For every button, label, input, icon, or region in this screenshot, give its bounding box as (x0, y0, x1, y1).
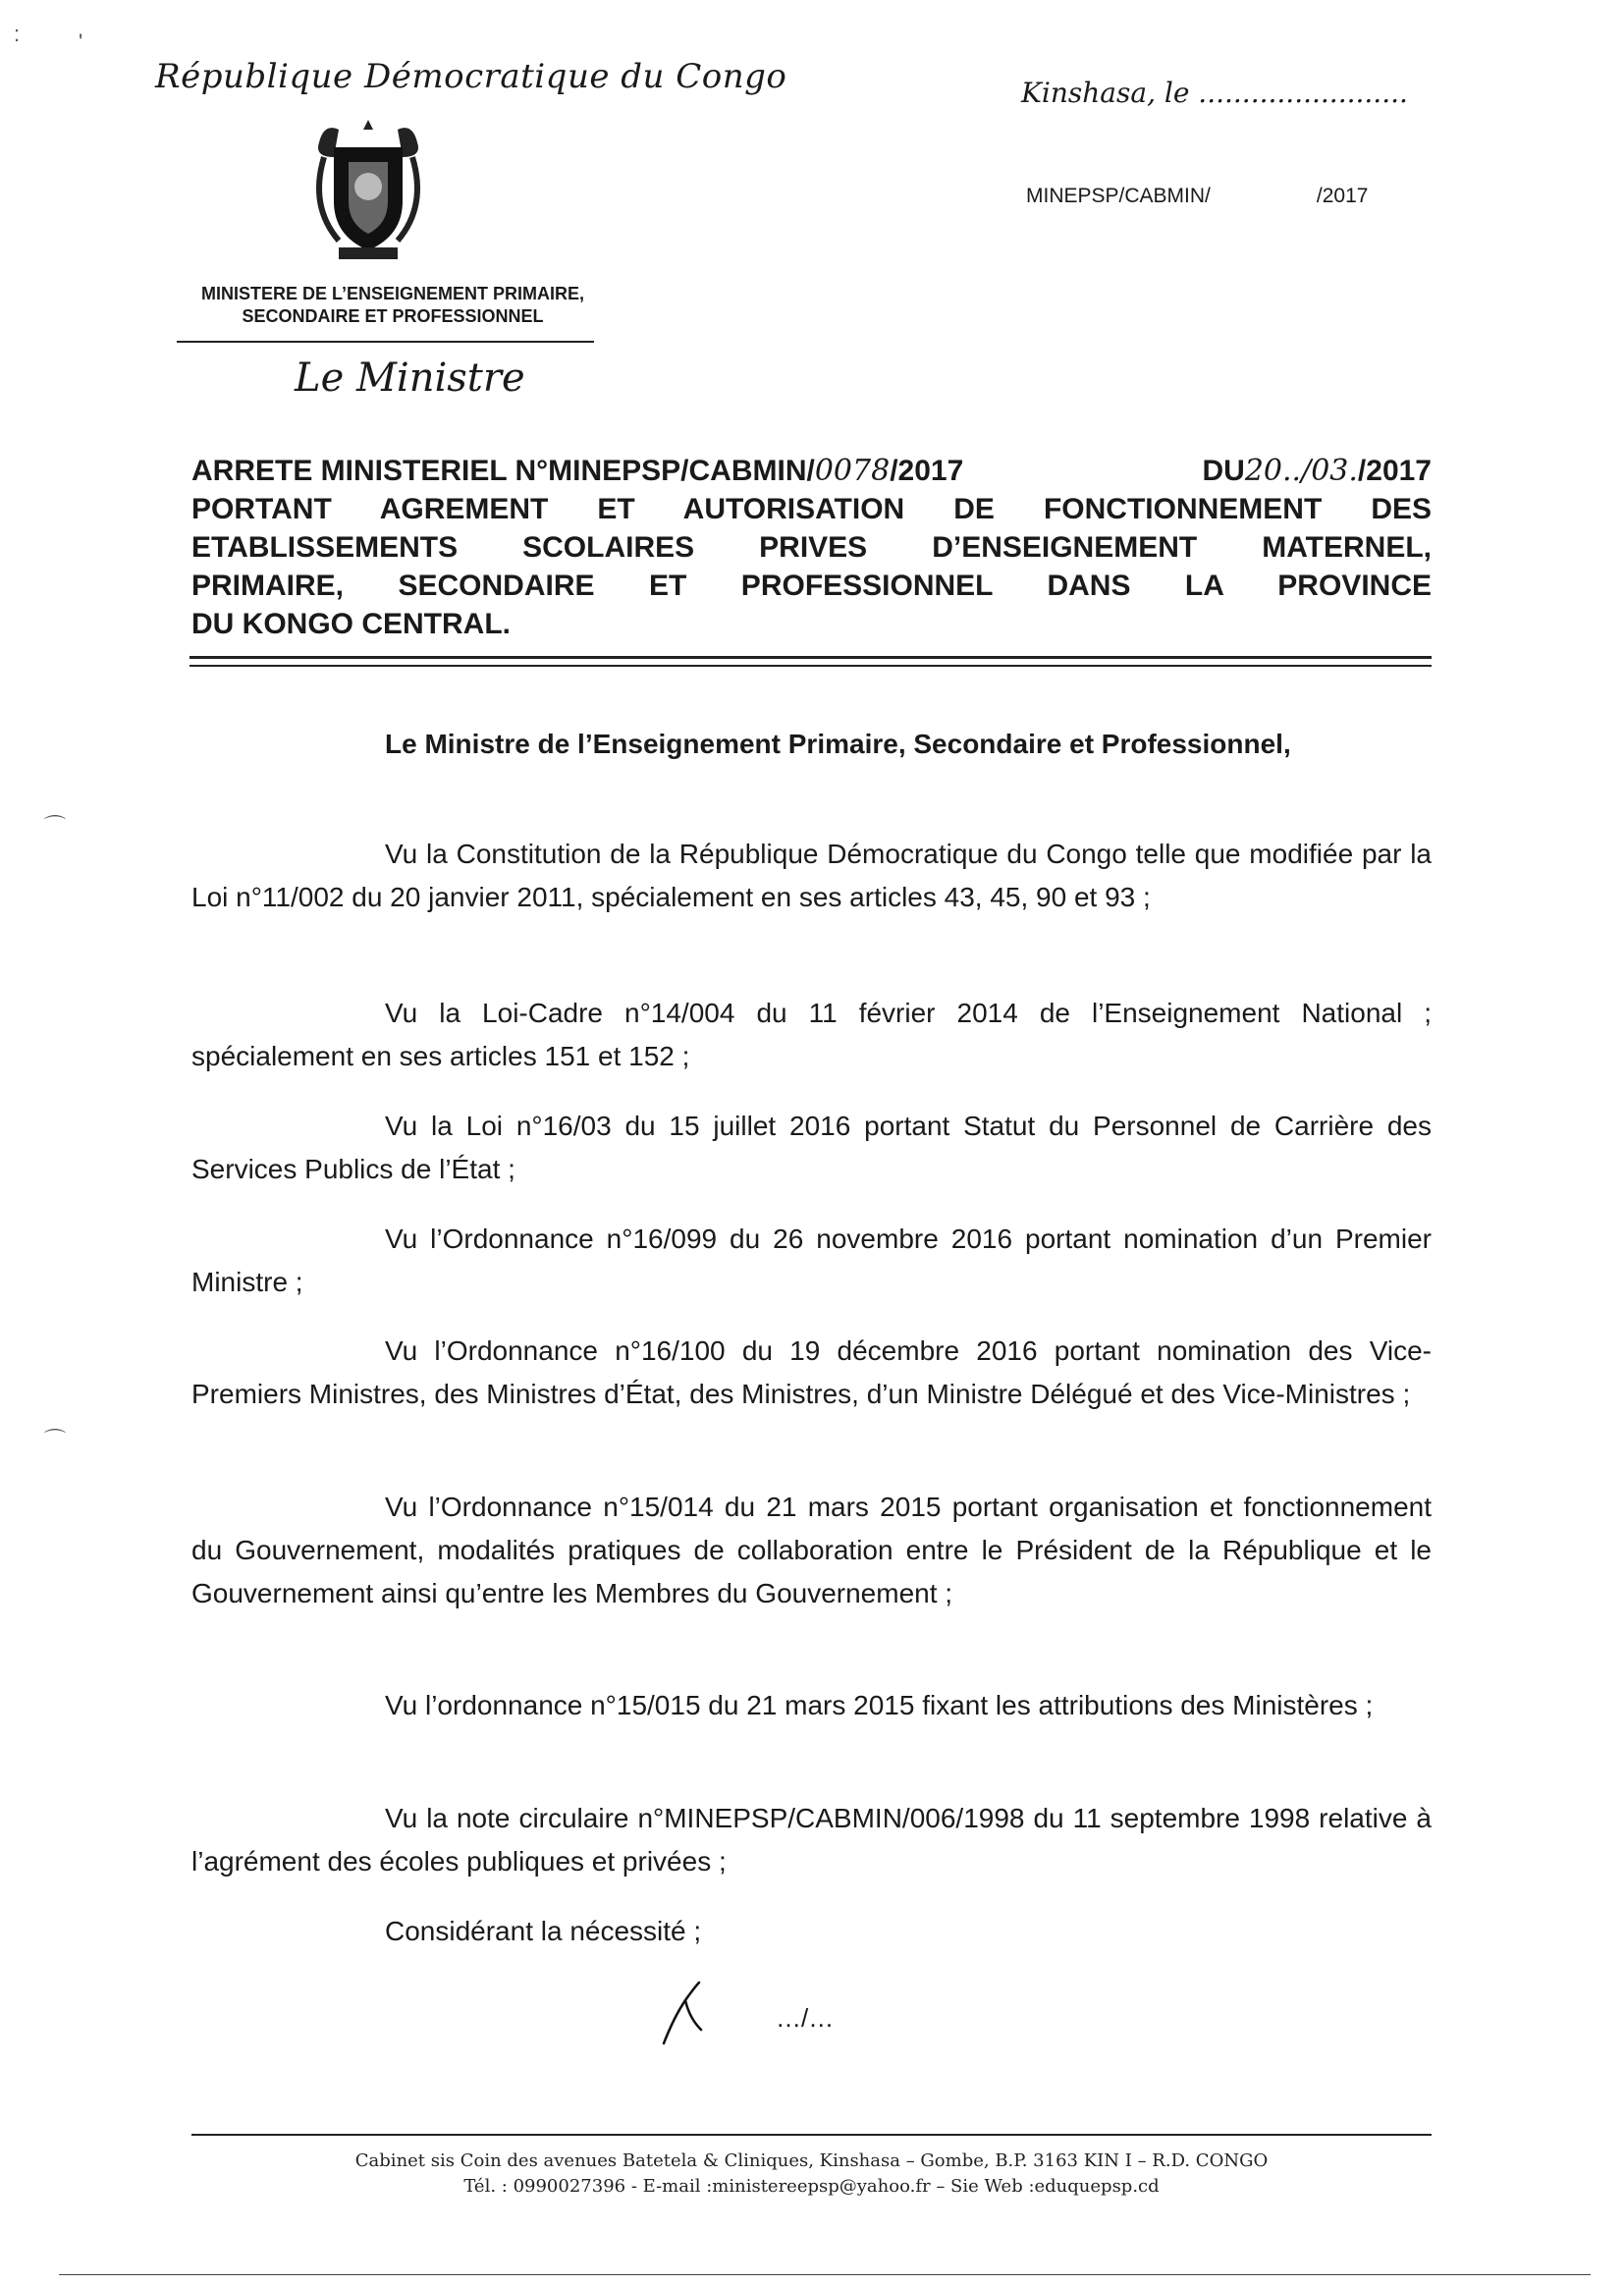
title-line-3: ETABLISSEMENTS SCOLAIRES PRIVES D’ENSEIGNEMENT MATERNEL, (191, 531, 1432, 564)
decree-date-label: DU (1202, 455, 1245, 487)
ministry-line-1: MINISTERE DE L’ENSEIGNEMENT PRIMAIRE, (200, 284, 585, 303)
recital-loi-cadre (191, 992, 1432, 1078)
recital-text: Vu la Loi n°16/03 du 15 juillet 2016 portant Statut du Personnel de Carrière des Services Publics de l’État ; (191, 1111, 1432, 1184)
signatory-heading: Le Ministre (295, 355, 525, 401)
decree-number (191, 452, 963, 490)
scan-mark: : (14, 22, 21, 46)
ministry-line-2: SECONDAIRE ET PROFESSIONNEL (242, 306, 544, 326)
considering-clause (191, 1910, 1432, 1953)
title-line-4: PRIMAIRE, SECONDAIRE ET PROFESSIONNEL DANS LA PROVINCE (191, 570, 1432, 602)
recital-text: Vu la Constitution de la République Démocratique du Congo telle que modifiée par la Loi n°11/002 du 20 janvier 2011, spécialement en ses articles 43, 45, 90 et 93 ; (191, 839, 1432, 912)
reference-prefix: MINEPSP/CABMIN/ (1026, 185, 1211, 207)
preamble-intro (191, 723, 1432, 766)
footer (191, 2149, 1432, 2200)
scan-mark: ⌒ (44, 1428, 67, 1452)
preamble-intro-text: Le Ministre de l’Enseignement Primaire, Secondaire et Professionnel, (385, 729, 1291, 759)
decree-date (1203, 452, 1433, 490)
considering-text: Considérant la nécessité ; (385, 1916, 702, 1946)
recital-ordonnance-premier-ministre (191, 1218, 1432, 1304)
decree-date-handwritten: 20../03. (1244, 454, 1358, 488)
page-continuation: …/… (776, 2003, 835, 2033)
recital-ordonnance-ministres (191, 1330, 1432, 1416)
title-line-1 (191, 452, 1432, 490)
recital-text: Vu l’Ordonnance n°16/100 du 19 décembre 2016 portant nomination des Vice-Premiers Ministres, des Ministres d’État, des Ministres, d’un Ministre Délégué et des Vice-Ministres ; (191, 1335, 1432, 1409)
reference-number (1026, 185, 1368, 208)
coat-of-arms-emblem (304, 118, 432, 265)
footer-rule (191, 2134, 1432, 2136)
divider (177, 341, 594, 343)
recital-constitution (191, 833, 1432, 919)
recital-note-circulaire (191, 1797, 1432, 1883)
recital-text: Vu la Loi-Cadre n°14/004 du 11 février 2014 de l’Enseignement National ; spécialement en ses articles 151 et 152 ; (191, 998, 1432, 1071)
decree-title (191, 452, 1432, 643)
page-edge-rule (59, 2274, 1591, 2275)
decree-number-prefix: ARRETE MINISTERIEL N°MINEPSP/CABMIN/ (191, 455, 815, 487)
recital-ordonnance-gouvernement (191, 1486, 1432, 1615)
decree-number-handwritten: 0078 (814, 454, 891, 488)
recital-text: Vu l’Ordonnance n°15/014 du 21 mars 2015 portant organisation et fonctionnement du Gouvernement, modalités pratiques de collaboration entre le Président de la République et le Gouvernement ainsi qu’entre les Membres du Gouvernement ; (191, 1492, 1432, 1608)
title-line-2: PORTANT AGREMENT ET AUTORISATION DE FONCTIONNEMENT DES (191, 493, 1432, 525)
recital-text: Vu l’ordonnance n°15/015 du 21 mars 2015 fixant les attributions des Ministères ; (385, 1690, 1374, 1720)
place-date: Kinshasa, le ........................ (1021, 77, 1408, 109)
republic-heading: République Démocratique du Congo (155, 57, 787, 96)
footer-contact: Tél. : 0990027396 - E-mail :ministereepsp@yahoo.fr – Sie Web :eduquepsp.cd (463, 2176, 1160, 2197)
title-line-5: DU KONGO CENTRAL. (191, 608, 511, 640)
recital-text: Vu la note circulaire n°MINEPSP/CABMIN/006/1998 du 11 septembre 1998 relative à l’agrément des écoles publiques et privées ; (191, 1803, 1432, 1877)
footer-address: Cabinet sis Coin des avenues Batetela & Cliniques, Kinshasa – Gombe, B.P. 3163 KIN I – R.D. CONGO (354, 2150, 1269, 2171)
reference-year: /2017 (1316, 185, 1369, 207)
decree-number-year: /2017 (890, 455, 964, 487)
decree-date-year: /2017 (1357, 455, 1432, 487)
handwritten-initial (656, 1979, 715, 2047)
recital-loi-statut (191, 1105, 1432, 1191)
recital-ordonnance-attributions (191, 1684, 1432, 1727)
recital-text: Vu l’Ordonnance n°16/099 du 26 novembre 2016 portant nomination d’un Premier Ministre ; (191, 1224, 1432, 1297)
scan-mark: ' (79, 29, 83, 54)
title-double-rule (189, 656, 1432, 667)
ministry-name (177, 283, 609, 328)
scan-mark: ⌒ (44, 814, 67, 839)
